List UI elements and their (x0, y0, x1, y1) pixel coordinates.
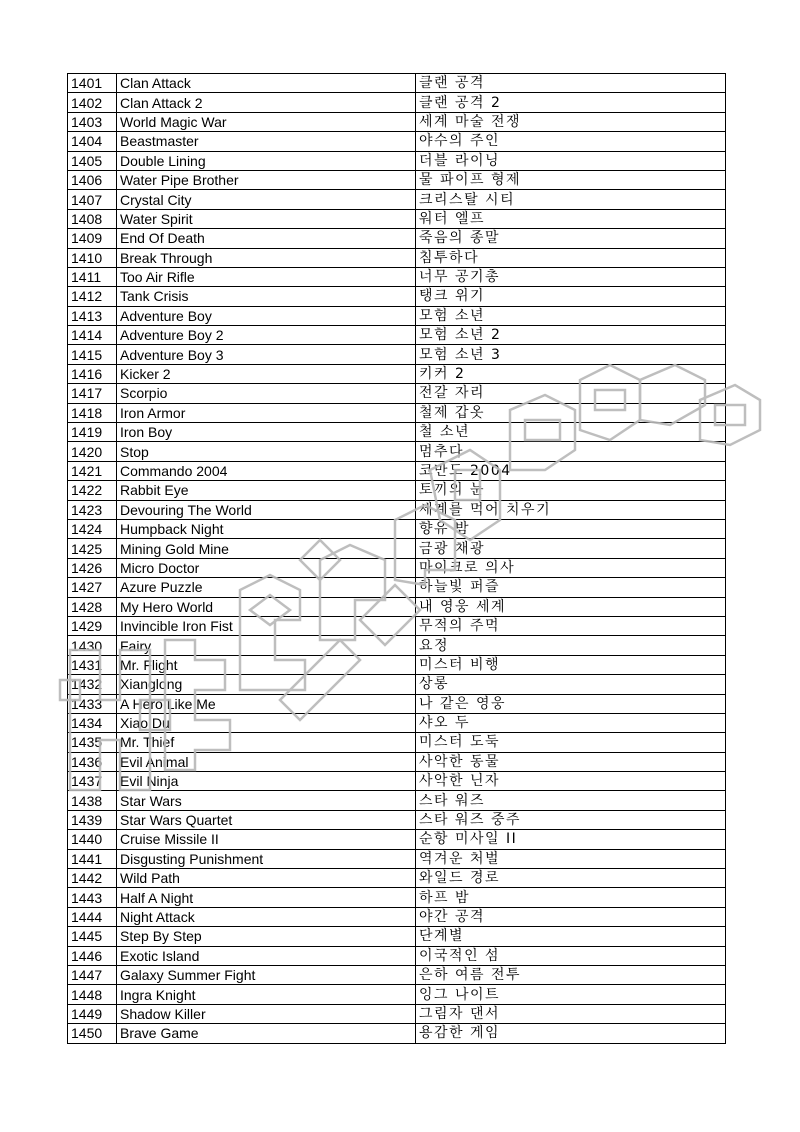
game-english-title-cell: Star Wars Quartet (117, 810, 416, 829)
game-korean-title-cell: 향유 밤 (416, 519, 726, 538)
game-english-title-cell: Water Spirit (117, 209, 416, 228)
game-english-title-cell: Cruise Missile II (117, 830, 416, 849)
game-number-cell: 1413 (68, 306, 117, 325)
game-korean-title-cell: 상롱 (416, 675, 726, 694)
game-korean-title-cell: 침투하다 (416, 248, 726, 267)
table-row (68, 461, 726, 480)
game-english-title-cell: Humpback Night (117, 519, 416, 538)
game-english-title-cell: Commando 2004 (117, 461, 416, 480)
game-english-title-cell: Xianglong (117, 675, 416, 694)
table-row (68, 869, 726, 888)
game-korean-title-cell: 이국적인 섬 (416, 946, 726, 965)
game-number-cell: 1423 (68, 500, 117, 519)
game-korean-title-cell: 잉그 나이트 (416, 985, 726, 1004)
game-english-title-cell: Invincible Iron Fist (117, 616, 416, 635)
game-english-title-cell: Azure Puzzle (117, 578, 416, 597)
game-korean-title-cell: 탱크 위기 (416, 287, 726, 306)
game-number-cell: 1421 (68, 461, 117, 480)
game-number-cell: 1441 (68, 849, 117, 868)
game-number-cell: 1432 (68, 675, 117, 694)
table-row (68, 675, 726, 694)
game-number-cell: 1404 (68, 132, 117, 151)
table-row (68, 965, 726, 984)
game-english-title-cell: Exotic Island (117, 946, 416, 965)
game-english-title-cell: Adventure Boy 3 (117, 345, 416, 364)
game-number-cell: 1401 (68, 74, 117, 93)
game-english-title-cell: Rabbit Eye (117, 481, 416, 500)
table-row (68, 151, 726, 170)
game-english-title-cell: Double Lining (117, 151, 416, 170)
game-number-cell: 1406 (68, 170, 117, 189)
game-korean-title-cell: 전갈 자리 (416, 384, 726, 403)
game-number-cell: 1424 (68, 519, 117, 538)
game-korean-title-cell: 사악한 닌자 (416, 772, 726, 791)
game-english-title-cell: Iron Boy (117, 423, 416, 442)
game-english-title-cell: Iron Armor (117, 403, 416, 422)
game-number-cell: 1442 (68, 869, 117, 888)
table-row (68, 752, 726, 771)
table-row (68, 791, 726, 810)
table-row (68, 927, 726, 946)
table-row (68, 209, 726, 228)
table-row (68, 636, 726, 655)
game-number-cell: 1407 (68, 190, 117, 209)
table-row (68, 946, 726, 965)
table-row (68, 229, 726, 248)
table-row (68, 93, 726, 112)
game-korean-title-cell: 무적의 주먹 (416, 616, 726, 635)
game-english-title-cell: World Magic War (117, 112, 416, 131)
game-number-cell: 1422 (68, 481, 117, 500)
table-row (68, 481, 726, 500)
game-english-title-cell: Mr. Thief (117, 733, 416, 752)
game-number-cell: 1419 (68, 423, 117, 442)
game-korean-title-cell: 클랜 공격 2 (416, 93, 726, 112)
table-row (68, 248, 726, 267)
game-number-cell: 1416 (68, 364, 117, 383)
game-number-cell: 1417 (68, 384, 117, 403)
game-number-cell: 1403 (68, 112, 117, 131)
game-english-title-cell: My Hero World (117, 597, 416, 616)
game-korean-title-cell: 단계별 (416, 927, 726, 946)
game-number-cell: 1433 (68, 694, 117, 713)
game-korean-title-cell: 샤오 두 (416, 713, 726, 732)
game-korean-title-cell: 모험 소년 (416, 306, 726, 325)
table-row (68, 830, 726, 849)
game-english-title-cell: Devouring The World (117, 500, 416, 519)
game-number-cell: 1446 (68, 946, 117, 965)
game-number-cell: 1436 (68, 752, 117, 771)
table-row (68, 423, 726, 442)
game-english-title-cell: Tank Crisis (117, 287, 416, 306)
game-number-cell: 1426 (68, 558, 117, 577)
game-korean-title-cell: 나 같은 영웅 (416, 694, 726, 713)
game-korean-title-cell: 모험 소년 2 (416, 326, 726, 345)
game-number-cell: 1420 (68, 442, 117, 461)
game-korean-title-cell: 야간 공격 (416, 907, 726, 926)
game-korean-title-cell: 야수의 주인 (416, 132, 726, 151)
game-number-cell: 1439 (68, 810, 117, 829)
table-row (68, 326, 726, 345)
table-row (68, 578, 726, 597)
game-number-cell: 1430 (68, 636, 117, 655)
game-english-title-cell: Fairy (117, 636, 416, 655)
table-row (68, 132, 726, 151)
table-row (68, 306, 726, 325)
game-english-title-cell: Shadow Killer (117, 1004, 416, 1023)
table-row (68, 888, 726, 907)
game-number-cell: 1450 (68, 1024, 117, 1043)
game-number-cell: 1440 (68, 830, 117, 849)
table-row (68, 500, 726, 519)
game-number-cell: 1445 (68, 927, 117, 946)
game-korean-title-cell: 와일드 경로 (416, 869, 726, 888)
game-english-title-cell: Disgusting Punishment (117, 849, 416, 868)
game-number-cell: 1448 (68, 985, 117, 1004)
table-row (68, 442, 726, 461)
table-row (68, 616, 726, 635)
game-english-title-cell: Night Attack (117, 907, 416, 926)
game-english-title-cell: Stop (117, 442, 416, 461)
game-english-title-cell: Break Through (117, 248, 416, 267)
game-korean-title-cell: 철 소년 (416, 423, 726, 442)
game-korean-title-cell: 그림자 댄서 (416, 1004, 726, 1023)
game-number-cell: 1412 (68, 287, 117, 306)
table-row (68, 713, 726, 732)
table-row (68, 345, 726, 364)
game-korean-title-cell: 물 파이프 형제 (416, 170, 726, 189)
game-korean-title-cell: 세계 마술 전쟁 (416, 112, 726, 131)
table-row (68, 985, 726, 1004)
game-english-title-cell: End Of Death (117, 229, 416, 248)
game-english-title-cell: Adventure Boy (117, 306, 416, 325)
game-korean-title-cell: 순항 미사일 II (416, 830, 726, 849)
table-row (68, 384, 726, 403)
game-english-title-cell: A Hero Like Me (117, 694, 416, 713)
game-korean-title-cell: 세계를 먹어 치우기 (416, 500, 726, 519)
game-number-cell: 1427 (68, 578, 117, 597)
game-korean-title-cell: 토끼의 눈 (416, 481, 726, 500)
game-number-cell: 1438 (68, 791, 117, 810)
game-english-title-cell: Evil Ninja (117, 772, 416, 791)
game-number-cell: 1444 (68, 907, 117, 926)
game-english-title-cell: Ingra Knight (117, 985, 416, 1004)
game-english-title-cell: Evil Animal (117, 752, 416, 771)
game-number-cell: 1434 (68, 713, 117, 732)
table-row (68, 112, 726, 131)
game-korean-title-cell: 마이크로 의사 (416, 558, 726, 577)
game-number-cell: 1418 (68, 403, 117, 422)
game-number-cell: 1447 (68, 965, 117, 984)
game-korean-title-cell: 크리스탈 시티 (416, 190, 726, 209)
game-korean-title-cell: 용감한 게임 (416, 1024, 726, 1043)
game-korean-title-cell: 은하 여름 전투 (416, 965, 726, 984)
game-number-cell: 1409 (68, 229, 117, 248)
game-number-cell: 1414 (68, 326, 117, 345)
game-english-title-cell: Brave Game (117, 1024, 416, 1043)
game-korean-title-cell: 하늘빛 퍼즐 (416, 578, 726, 597)
game-number-cell: 1429 (68, 616, 117, 635)
game-english-title-cell: Star Wars (117, 791, 416, 810)
game-english-title-cell: Kicker 2 (117, 364, 416, 383)
game-korean-title-cell: 멈추다 (416, 442, 726, 461)
game-korean-title-cell: 키커 2 (416, 364, 726, 383)
game-english-title-cell: Mining Gold Mine (117, 539, 416, 558)
game-list-body (68, 74, 726, 1044)
game-number-cell: 1437 (68, 772, 117, 791)
game-korean-title-cell: 모험 소년 3 (416, 345, 726, 364)
game-list-table (67, 73, 726, 1044)
game-english-title-cell: Water Pipe Brother (117, 170, 416, 189)
game-korean-title-cell: 미스터 도둑 (416, 733, 726, 752)
game-korean-title-cell: 내 영웅 세계 (416, 597, 726, 616)
game-english-title-cell: Crystal City (117, 190, 416, 209)
table-row (68, 810, 726, 829)
game-number-cell: 1415 (68, 345, 117, 364)
game-english-title-cell: Clan Attack (117, 74, 416, 93)
table-row (68, 403, 726, 422)
game-korean-title-cell: 스타 워즈 (416, 791, 726, 810)
game-english-title-cell: Half A Night (117, 888, 416, 907)
table-row (68, 267, 726, 286)
game-number-cell: 1425 (68, 539, 117, 558)
game-korean-title-cell: 철제 갑옷 (416, 403, 726, 422)
game-english-title-cell: Step By Step (117, 927, 416, 946)
game-korean-title-cell: 하프 밤 (416, 888, 726, 907)
table-row (68, 190, 726, 209)
game-korean-title-cell: 워터 엘프 (416, 209, 726, 228)
table-row (68, 170, 726, 189)
table-row (68, 849, 726, 868)
game-korean-title-cell: 스타 워즈 중주 (416, 810, 726, 829)
game-korean-title-cell: 요정 (416, 636, 726, 655)
game-english-title-cell: Too Air Rifle (117, 267, 416, 286)
game-number-cell: 1411 (68, 267, 117, 286)
table-row (68, 907, 726, 926)
game-english-title-cell: Micro Doctor (117, 558, 416, 577)
table-row (68, 558, 726, 577)
game-english-title-cell: Scorpio (117, 384, 416, 403)
table-row (68, 519, 726, 538)
table-row (68, 287, 726, 306)
game-english-title-cell: Wild Path (117, 869, 416, 888)
game-korean-title-cell: 더블 라이닝 (416, 151, 726, 170)
game-english-title-cell: Adventure Boy 2 (117, 326, 416, 345)
game-english-title-cell: Clan Attack 2 (117, 93, 416, 112)
game-korean-title-cell: 금광 채광 (416, 539, 726, 558)
table-row (68, 364, 726, 383)
game-english-title-cell: Mr. Flight (117, 655, 416, 674)
table-row (68, 694, 726, 713)
table-row (68, 539, 726, 558)
table-row (68, 733, 726, 752)
game-number-cell: 1435 (68, 733, 117, 752)
game-korean-title-cell: 죽음의 종말 (416, 229, 726, 248)
game-english-title-cell: Galaxy Summer Fight (117, 965, 416, 984)
game-korean-title-cell: 역겨운 처벌 (416, 849, 726, 868)
table-row (68, 597, 726, 616)
game-korean-title-cell: 너무 공기총 (416, 267, 726, 286)
table-row (68, 655, 726, 674)
game-number-cell: 1408 (68, 209, 117, 228)
table-row (68, 1024, 726, 1043)
game-number-cell: 1428 (68, 597, 117, 616)
game-number-cell: 1410 (68, 248, 117, 267)
game-number-cell: 1405 (68, 151, 117, 170)
table-row (68, 1004, 726, 1023)
game-english-title-cell: Beastmaster (117, 132, 416, 151)
game-korean-title-cell: 코만도 2004 (416, 461, 726, 480)
game-number-cell: 1431 (68, 655, 117, 674)
game-korean-title-cell: 미스터 비행 (416, 655, 726, 674)
game-number-cell: 1449 (68, 1004, 117, 1023)
game-number-cell: 1443 (68, 888, 117, 907)
game-korean-title-cell: 클랜 공격 (416, 74, 726, 93)
game-korean-title-cell: 사악한 동물 (416, 752, 726, 771)
game-english-title-cell: Xiao Du (117, 713, 416, 732)
game-number-cell: 1402 (68, 93, 117, 112)
table-row (68, 74, 726, 93)
table-row (68, 772, 726, 791)
